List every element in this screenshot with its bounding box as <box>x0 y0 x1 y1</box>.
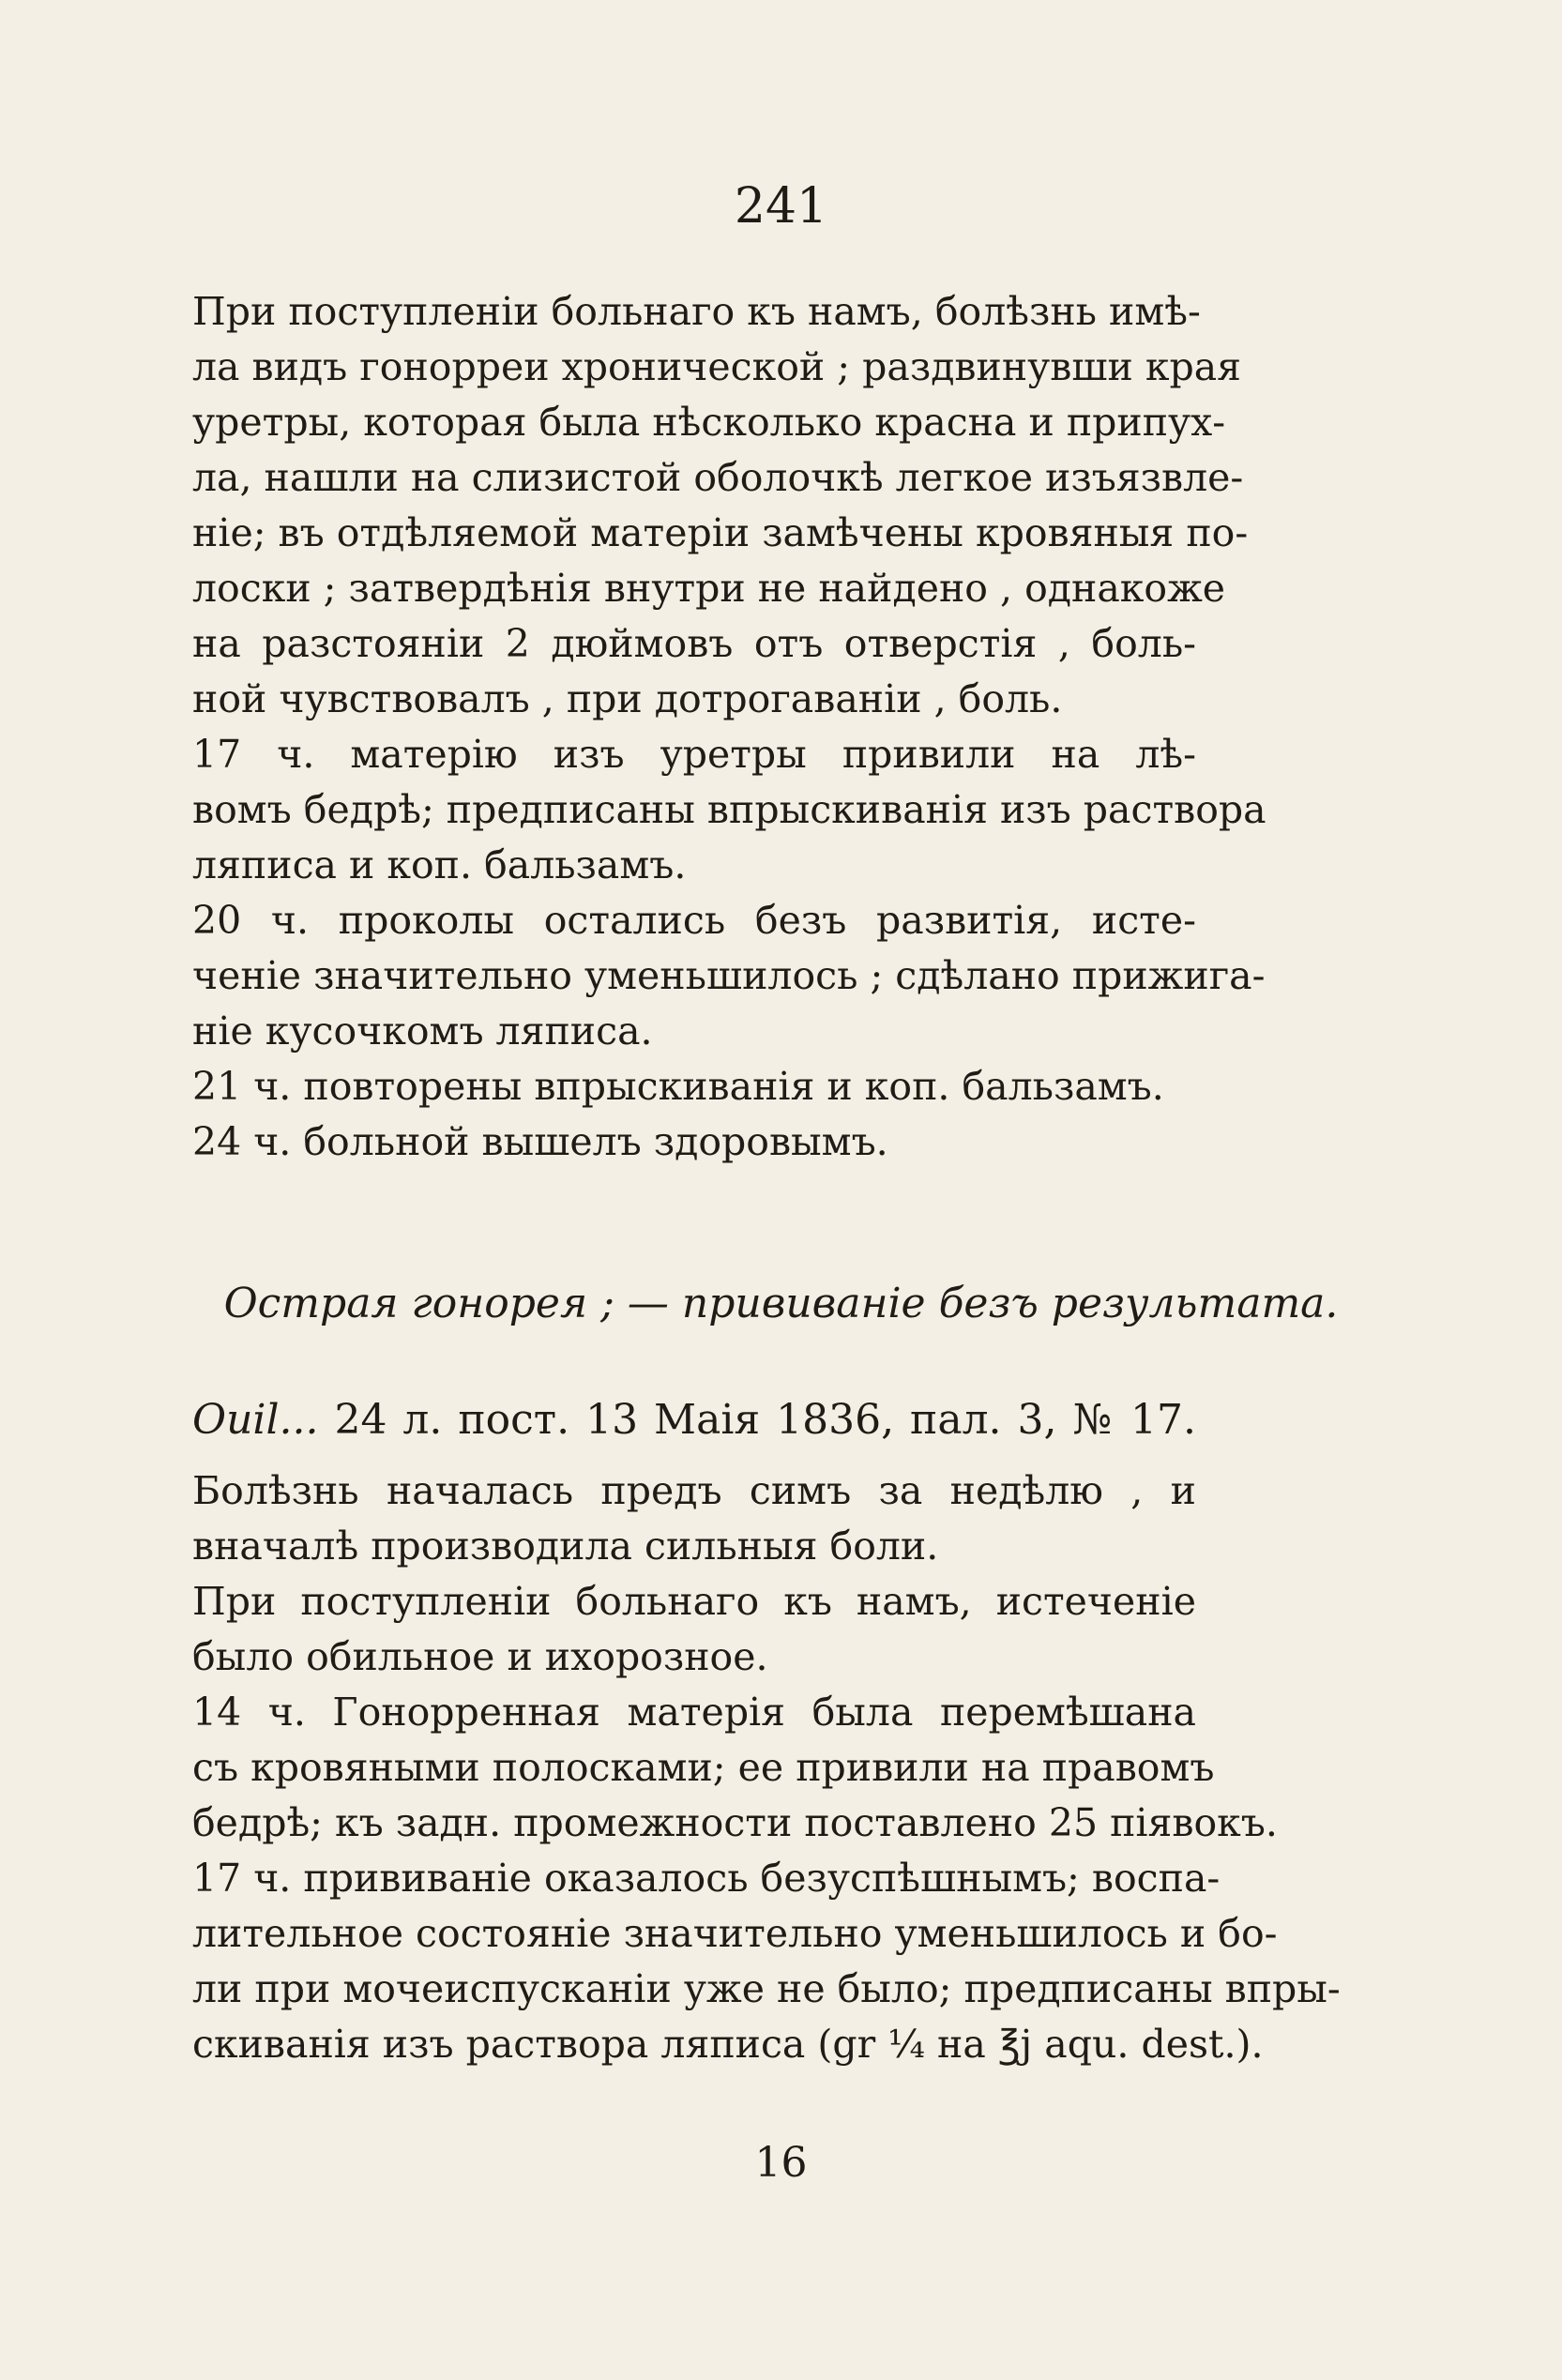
text-line: 21 ч. повторены впрыскиванія и коп. бальзамъ. <box>192 1064 1164 1109</box>
text-line: лительное состояніе значительно уменьшилось и бо- <box>192 1911 1278 1956</box>
text-line: 17 ч. прививаніе оказалось безуспѣшнымъ; воспа- <box>192 1856 1221 1901</box>
text-line: 20 ч. проколы остались безъ развитія, исте- <box>192 898 1196 943</box>
patient-name: Ouil... <box>192 1396 319 1444</box>
text-line: ніе кусочкомъ ляписа. <box>192 1008 653 1054</box>
section-heading: Острая гонорея ; — прививаніе безъ результата. <box>223 1280 1339 1327</box>
signature-mark: 16 <box>754 2139 808 2187</box>
text-line: ляписа и коп. бальзамъ. <box>192 842 687 887</box>
text-line: было обильное и ихорозное. <box>192 1634 768 1679</box>
text-line: ніе; въ отдѣляемой матеріи замѣчены кровяныя по- <box>192 510 1249 555</box>
text-line: уретры, которая была нѣсколько красна и припух- <box>192 400 1226 445</box>
text-line: ла видъ гонорреи хронической ; раздвинувши края <box>192 344 1242 389</box>
page-number: 241 <box>734 178 828 235</box>
text-line: съ кровяными полосками; ее привили на правомъ <box>192 1745 1215 1790</box>
text-line: При поступленіи больнаго къ намъ, болѣзнь имѣ- <box>192 289 1201 334</box>
section-2-text <box>192 1463 1341 2072</box>
text-line: скиванія изъ раствора ляписа (gr ¼ на ℥j aqu. dest.). <box>192 2022 1264 2067</box>
text-line: 17 ч. матерію изъ уретры привили на лѣ- <box>192 732 1196 777</box>
section-1-text <box>192 284 1266 1170</box>
text-line: ла, нашли на слизистой оболочкѣ легкое изъязвле- <box>192 455 1244 500</box>
text-line: лоски ; затвердѣнія внутри не найдено , однакожe <box>192 566 1226 611</box>
text-line: ченіе значительно уменьшилось ; сдѣлано прижига- <box>192 953 1266 998</box>
patient-details: 24 л. пост. 13 Маія 1836, пал. 3, № 17. <box>334 1396 1196 1444</box>
text-line: 14 ч. Гонорренная матерія была перемѣшана <box>192 1690 1196 1735</box>
text-line: ли при мочеиспусканіи уже не было; предписаны впры- <box>192 1966 1341 2011</box>
text-line: ной чувствовалъ , при дотрогаваніи , боль. <box>192 676 1063 721</box>
text-line: на разстояніи 2 дюймовъ отъ отверстія , боль- <box>192 621 1196 666</box>
text-line: вначалѣ производила сильныя боли. <box>192 1524 939 1569</box>
text-line: вомъ бедрѣ; предписаны впрыскиванія изъ раствора <box>192 787 1266 832</box>
text-line: 24 ч. больной вышелъ здоровымъ. <box>192 1119 888 1164</box>
text-line: При поступленіи больнаго къ намъ, истеченіе <box>192 1579 1196 1624</box>
text-line: Болѣзнь началась предъ симъ за недѣлю , и <box>192 1468 1196 1513</box>
text-line: бедрѣ; къ задн. промежности поставлено 25 піявокъ. <box>192 1800 1278 1845</box>
patient-line <box>192 1392 1196 1448</box>
